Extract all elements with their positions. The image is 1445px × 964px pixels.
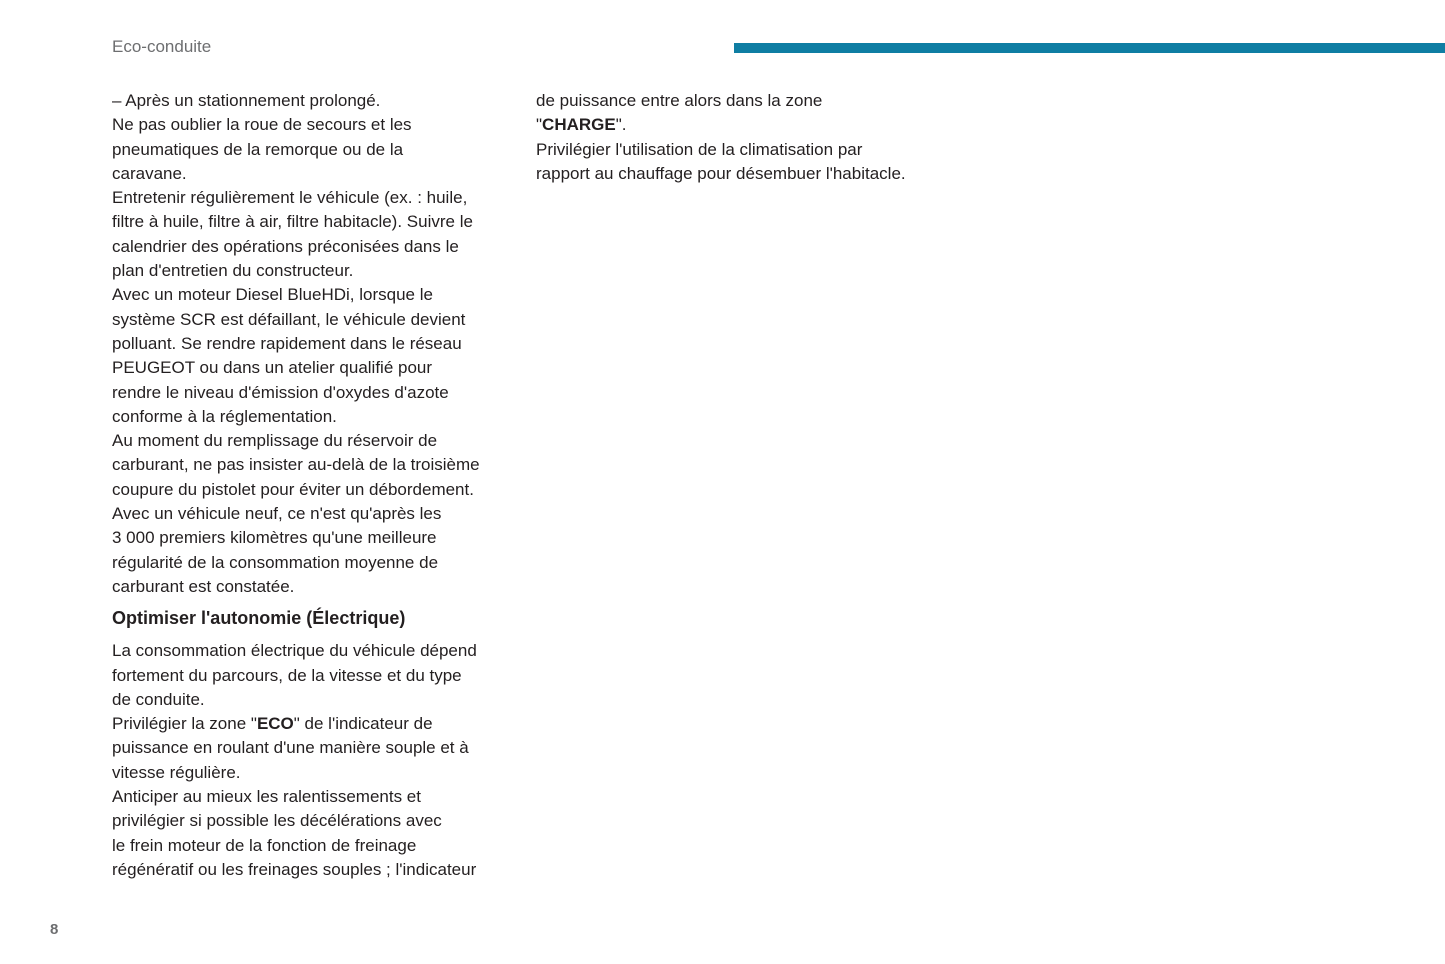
paragraph: – Après un stationnement prolongé.: [112, 91, 381, 110]
paragraph-charge: [536, 89, 946, 138]
text-run: Privilégier la zone ": [112, 714, 257, 734]
text-run: de puissance entre alors dans la zone ": [536, 91, 823, 135]
running-head-section-title: Eco-conduite: [112, 37, 212, 56]
page-number: 8: [50, 921, 59, 938]
paragraph: Privilégier l'utilisation de la climatisation par rapport au chauffage pour désembuer l'habitacle.: [536, 139, 906, 183]
bold-term-charge: CHARGE: [542, 115, 616, 135]
paragraph: Avec un moteur Diesel BlueHDi, lorsque le système SCR est défaillant, le véhicule devient polluant. Se rendre rapidement dans le réseau PEUGEOT ou dans un atelier qualifié pour rendre le niveau d'émission d'oxydes d'azote conforme à la réglementation.: [112, 285, 466, 426]
paragraph: La consommation électrique du véhicule dépend fortement du parcours, de la vitesse et du type de conduite.: [112, 641, 477, 709]
paragraph: Ne pas oublier la roue de secours et les pneumatiques de la remorque ou de la caravane.: [112, 115, 412, 183]
paragraph: Avec un véhicule neuf, ce n'est qu'après les 3 000 premiers kilomètres qu'une meilleure régularité de la consommation moyenne de carburant est constatée.: [112, 504, 442, 596]
paragraph: Anticiper au mieux les ralentissements et privilégier si possible les décélérations avec le frein moteur de la fonction de freinage régénératif ou les freinages souples ; l'indicateur: [112, 787, 477, 879]
text-run: " de l'indicateur de puissance en roulant d'une manière souple et à vitesse régulière.: [112, 714, 469, 782]
paragraph: Au moment du remplissage du réservoir de carburant, ne pas insister au-delà de la troisième coupure du pistolet pour éviter un débordement.: [112, 431, 480, 499]
bold-term-eco: ECO: [256, 714, 294, 734]
header-accent-bar: [734, 43, 1445, 53]
section-heading: Optimiser l'autonomie (Électrique): [112, 608, 406, 629]
paragraph-eco: [112, 712, 512, 785]
paragraph: Entretenir régulièrement le véhicule (ex. : huile, filtre à huile, filtre à air, filtre habitacle). Suivre le calendrier des opérations préconisées dans le plan d'entretien du constructeur.: [112, 188, 473, 281]
right-column: [536, 89, 946, 186]
left-column: [112, 89, 512, 882]
text-run: ".: [615, 115, 627, 135]
